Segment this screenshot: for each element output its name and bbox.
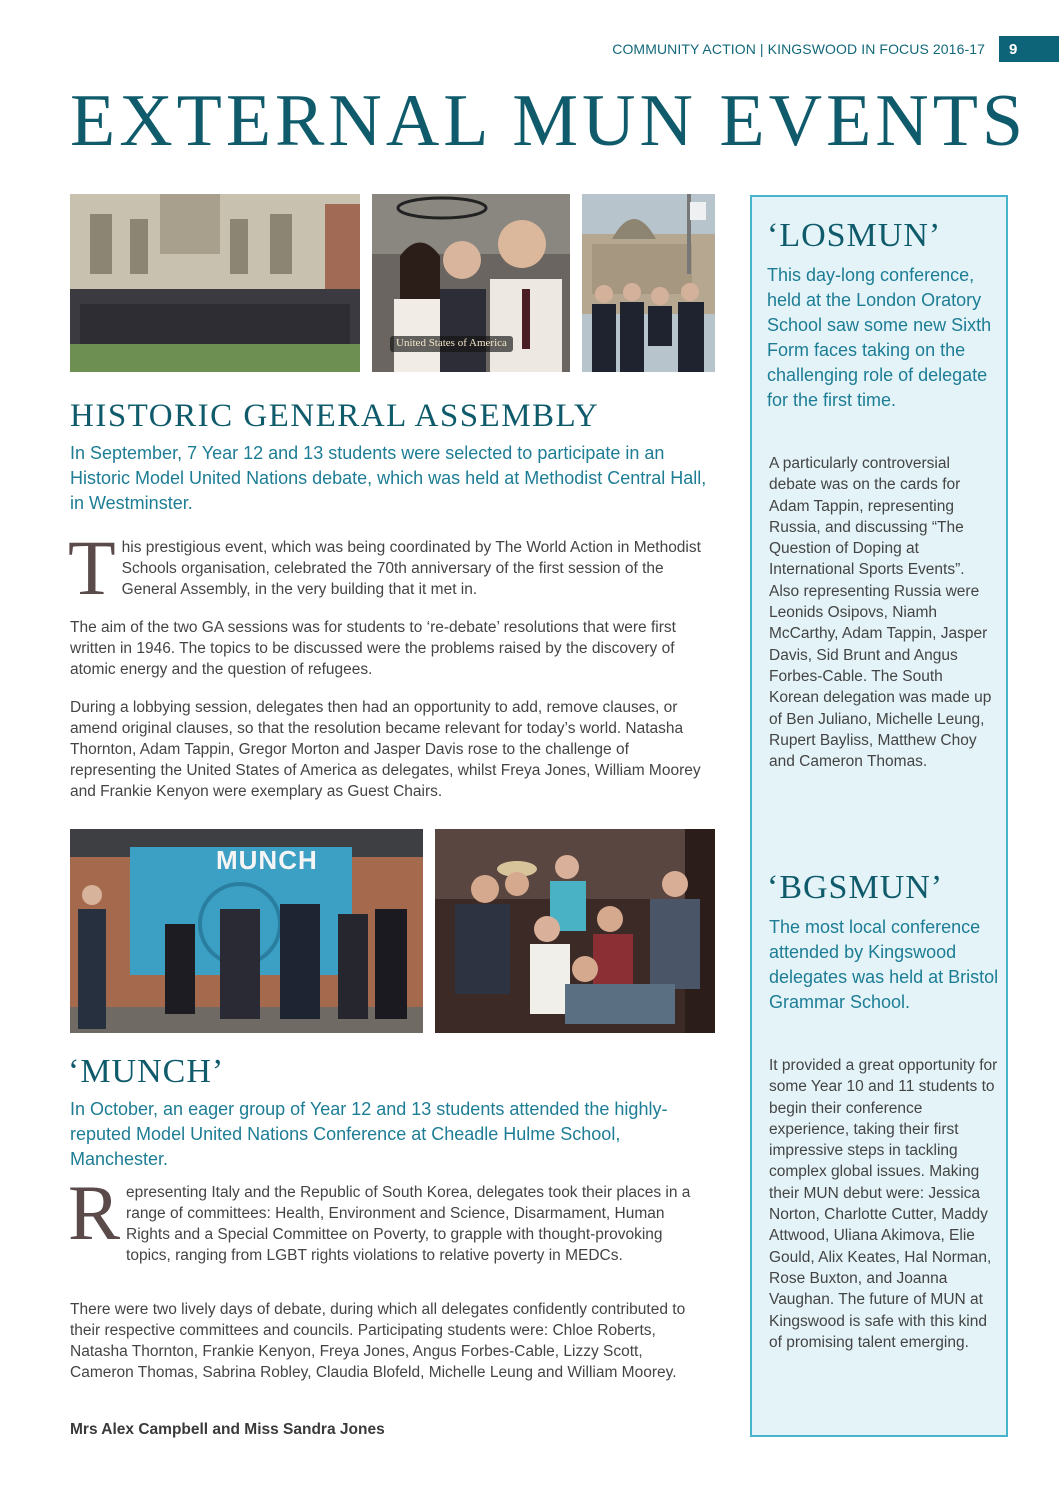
historic-dropcap: T [68,524,116,611]
sidebar-box [750,195,1008,1437]
photo-munch-banner-group [70,829,423,1033]
munch-p1-text: epresenting Italy and the Republic of South Korea, delegates took their places in a range of committees: Health, Environment and Science, Disarmament, Human Rights and a Special Committee on Poverty, to grapple with thought-provoking topics, ranging from LGBT rights violations to relative poverty in MEDCs. [126,1184,691,1264]
country-placard: United States of America [390,336,513,352]
author-byline: Mrs Alex Campbell and Miss Sandra Jones [70,1421,385,1438]
page-title: EXTERNAL MUN EVENTS [70,80,1028,162]
page-number: 9 [999,36,1059,62]
historic-paragraph-1 [68,524,710,611]
historic-paragraph-3: During a lobbying session, delegates then had an opportunity to add, remove clauses, or amend original clauses, so that the resolution became relevant for today’s world. Natasha Thornton, Adam Tappin, Gregor Morton and Jasper Davis rose to the challenge of representing the United States of America as delegates, whilst Freya Jones, William Moorey and Frankie Kenyon were exemplary as Guest Chairs. [70,699,701,800]
photo-central-hall-group [70,194,360,372]
header-separator: | [759,41,764,57]
photo-munch-social [435,829,715,1033]
bgsmun-heading: ‘BGSMUN’ [767,869,944,906]
historic-p1-text: his prestigious event, which was being coordinated by The World Action in Methodist Schools organisation, celebrated the 70th anniversary of the first session of the General Assembly, in the very building that it met in. [121,539,701,598]
munch-paragraph-1 [68,1169,710,1266]
header-publication: KINGSWOOD IN FOCUS 2016-17 [767,41,985,57]
historic-heading: HISTORIC GENERAL ASSEMBLY [70,398,600,434]
photo-london-oratory-group [582,194,715,372]
losmun-intro: This day-long conference, held at the London Oratory School saw some new Sixth Form faces taking on the challenging role of delegate for the first time. [767,265,992,410]
bgsmun-intro: The most local conference attended by Kingswood delegates was held at Bristol Grammar School. [769,917,999,1012]
munch-paragraph-2: There were two lively days of debate, during which all delegates confidently contributed to their respective committees and councils. Participating students were: Chloe Roberts, Natasha Thornton, Frankie Kenyon, Freya Jones, Angus Forbes-Cable, Lizzy Scott, Cameron Thomas, Sabrina Robley, Claudia Blofeld, Michelle Leung and William Moorey. [70,1301,686,1381]
munch-banner-text: MUNCH [216,845,318,875]
munch-intro: In October, an eager group of Year 12 and 13 students attended the highly-reputed Model United Nations Conference at Cheadle Hulme School, Manchester. [70,1099,668,1169]
header-section: COMMUNITY ACTION [612,41,756,57]
bgsmun-body: It provided a great opportunity for some Year 10 and 11 students to begin their conference experience, taking their first impressive steps in tackling complex global issues. Making their MUN debut were: Jessica Norton, Charlotte Cutter, Maddy Attwood, Uliana Akimova, Elie Gould, Alix Keates, Hal Norman, Rose Buxton, and Joanna Vaughan. The future of MUN at Kingswood is safe with this kind of promising talent emerging. [769,1057,998,1351]
historic-paragraph-2: The aim of the two GA sessions was for students to ‘re-debate’ resolutions that were first written in 1946. The topics to be discussed were the problems raised by the discovery of atomic energy and the question of refugees. [70,619,676,678]
munch-heading: ‘MUNCH’ [68,1053,225,1090]
header-text [612,41,985,57]
historic-intro: In September, 7 Year 12 and 13 students were selected to participate in an Historic Model United Nations debate, which was held at Methodist Central Hall, in Westminster. [70,443,707,513]
photo-usa-delegates [372,194,570,372]
losmun-body: A particularly controversial debate was on the cards for Adam Tappin, representing Russia, and discussing “The Question of Doping at International Sports Events”. Also representing Russia were Leonids Osipovs, Niamh McCarthy, Adam Tappin, Jasper Davis, Sid Brunt and Angus Forbes-Cable. The South Korean delegation was made up of Ben Juliano, Michelle Leung, Rupert Bayliss, Matthew Choy and Cameron Thomas. [769,455,992,771]
losmun-heading: ‘LOSMUN’ [767,217,942,254]
munch-dropcap: R [68,1169,121,1256]
running-header [612,36,1059,62]
